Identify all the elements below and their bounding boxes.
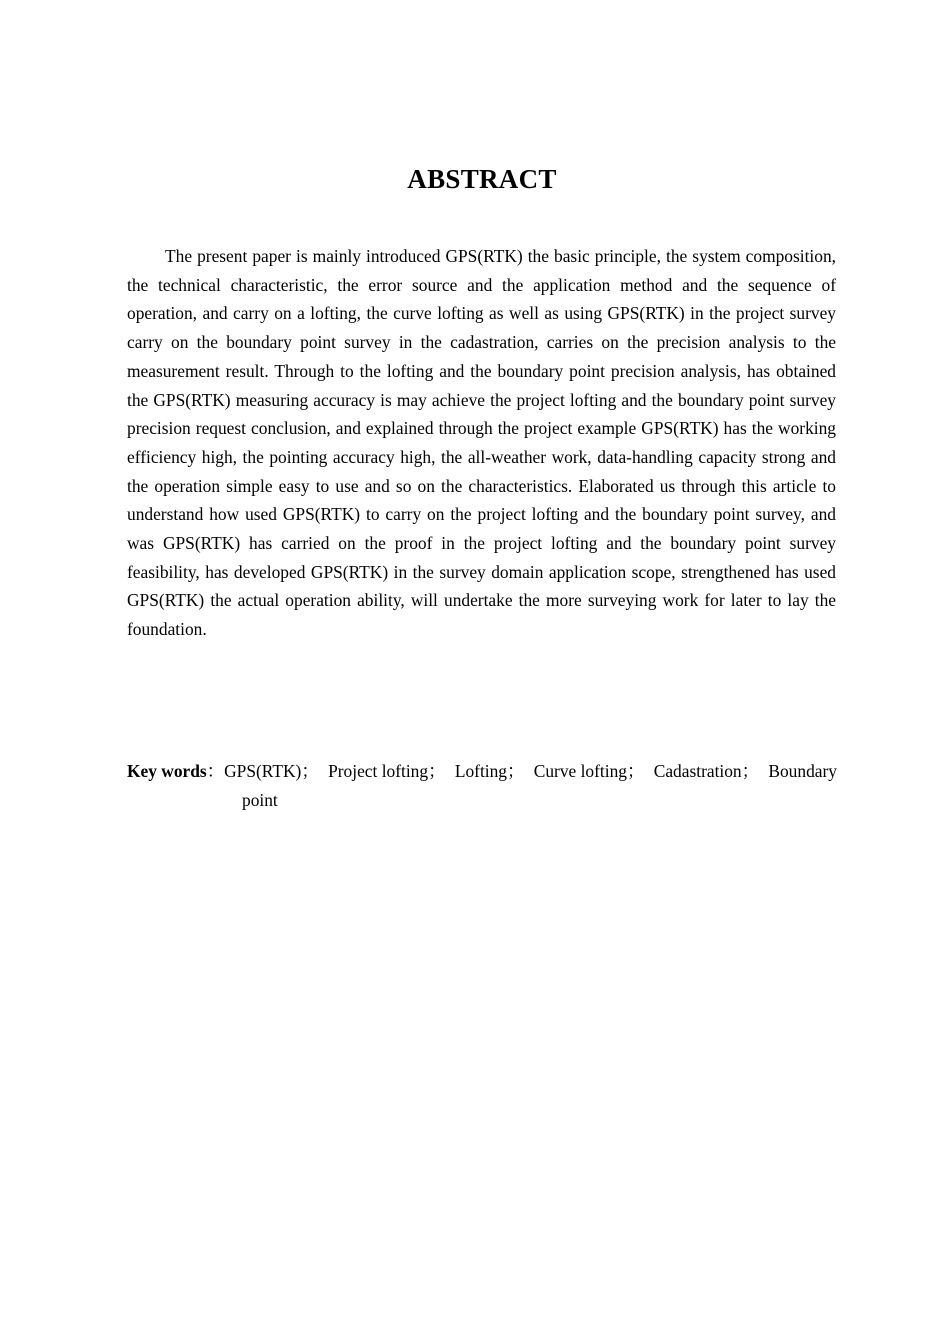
keyword-item: Lofting； [454,761,525,781]
keywords-label: Key words [127,761,207,781]
keywords-separator: ： [206,761,225,781]
keyword-item: Curve lofting； [533,761,645,781]
keywords-label-group [127,757,319,786]
abstract-paragraph: The present paper is mainly introduced GPS(RTK) the basic principle, the system composition, the technical characteristic, the error source and the application method and the sequence of operation, and carry on a lofting, the curve lofting as well as using GPS(RTK) in the project survey carry on the boundary point survey in the cadastration, carries on the precision analysis to the measurement result. Through to the lofting and the boundary point precision analysis, has obtained the GPS(RTK) measuring accuracy is may achieve the project lofting and the boundary point survey precision request conclusion, and explained through the project example GPS(RTK) has the working efficiency high, the pointing accuracy high, the all-weather work, data-handling capacity strong and the operation simple easy to use and so on the characteristics. Elaborated us through this article to understand how used GPS(RTK) to carry on the project lofting and the boundary point survey, and was GPS(RTK) has carried on the proof in the project lofting and the boundary point survey feasibility, has developed GPS(RTK) in the survey domain application scope, strengthened has used GPS(RTK) the actual operation ability, will undertake the more surveying work for later to lay the foundation. [127,246,836,640]
keywords-continuation: point [242,789,278,810]
keyword-item: Project lofting； [328,761,446,781]
keyword-item: Cadastration； [653,761,760,781]
abstract-title: ABSTRACT [407,164,557,194]
keywords-line [127,757,837,786]
keyword-item: GPS(RTK)； [224,761,319,781]
keyword-item: Boundary [768,761,837,781]
keywords-block [127,757,837,814]
